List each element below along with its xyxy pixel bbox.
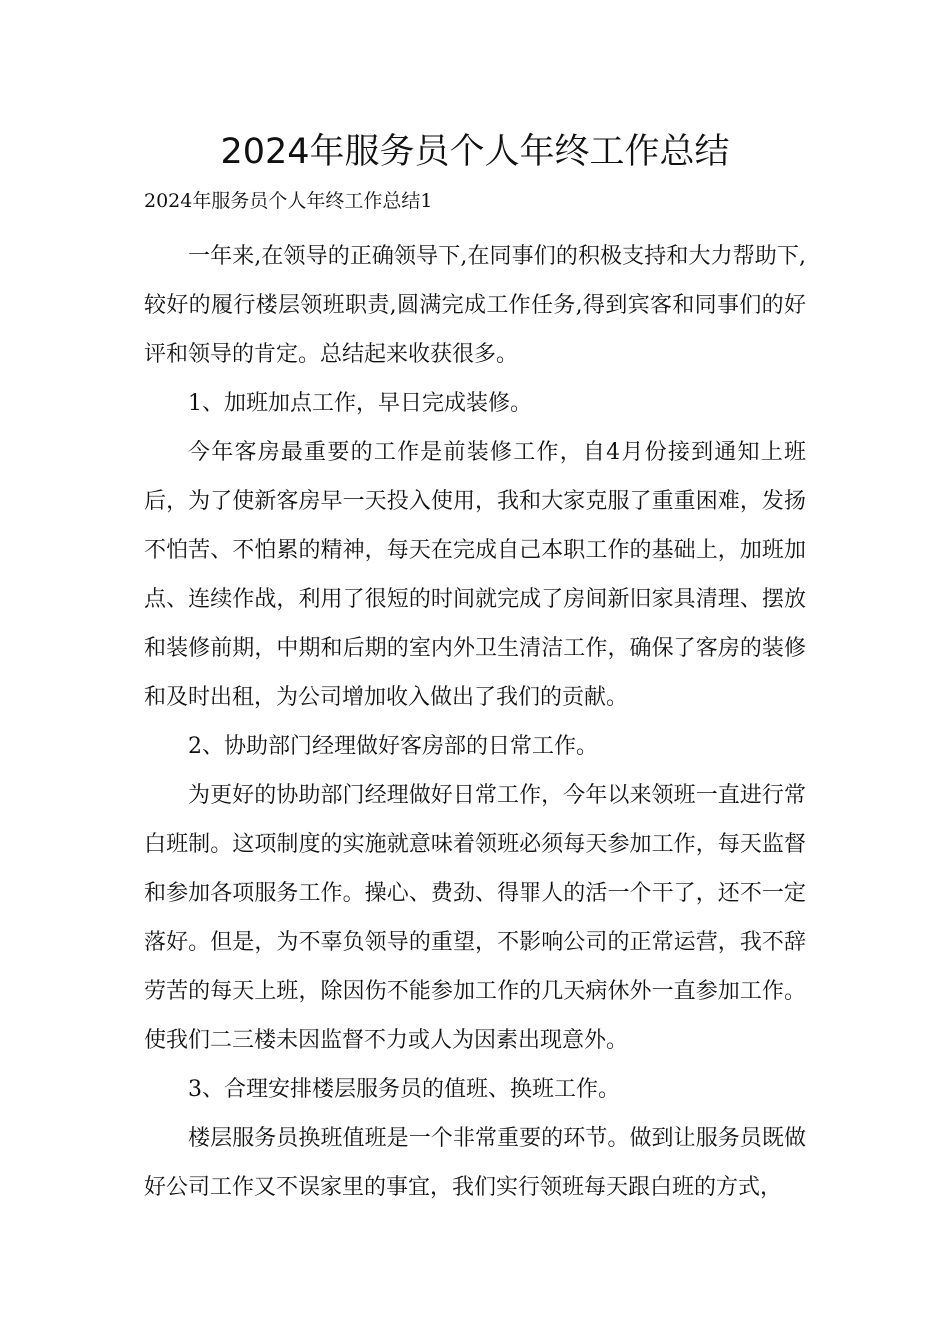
- document-subtitle: 2024年服务员个人年终工作总结1: [144, 190, 433, 212]
- paragraph-section-2: 为更好的协助部门经理做好日常工作，今年以来领班一直进行常白班制。这项制度的实施就意味着领班必须每天参加工作，每天监督和参加各项服务工作。操心、费劲、得罪人的活一个干了，还不一定落好。但是，为不辜负领导的重望，不影响公司的正常运营，我不辞劳苦的每天上班，除因伤不能参加工作的几天病休外一直参加工作。使我们二三楼未因监督不力或人为因素出现意外。: [144, 783, 806, 1053]
- paragraph-intro: 一年来,在领导的正确领导下,在同事们的积极支持和大力帮助下,较好的履行楼层领班职责,圆满完成工作任务,得到宾客和同事们的好评和领导的肯定。总结起来收获很多。: [144, 244, 806, 367]
- document-title: 2024年服务员个人年终工作总结: [220, 132, 730, 172]
- section-heading-1: 1、加班加点工作，早日完成装修。: [188, 391, 532, 416]
- section-heading-3: 3、合理安排楼层服务员的值班、换班工作。: [188, 1077, 620, 1102]
- section-heading-2: 2、协助部门经理做好客房部的日常工作。: [188, 734, 598, 759]
- paragraph-section-3: 楼层服务员换班值班是一个非常重要的环节。做到让服务员既做好公司工作又不误家里的事宜，我们实行领班每天跟白班的方式，: [144, 1126, 806, 1200]
- paragraph-section-1: 今年客房最重要的工作是前装修工作，自4月份接到通知上班后，为了使新客房早一天投入使用，我和大家克服了重重困难，发扬不怕苦、不怕累的精神，每天在完成自己本职工作的基础上，加班加点、连续作战，利用了很短的时间就完成了房间新旧家具清理、摆放和装修前期，中期和后期的室内外卫生清洁工作，确保了客房的装修和及时出租，为公司增加收入做出了我们的贡献。: [144, 440, 806, 710]
- document-body: [144, 232, 806, 1212]
